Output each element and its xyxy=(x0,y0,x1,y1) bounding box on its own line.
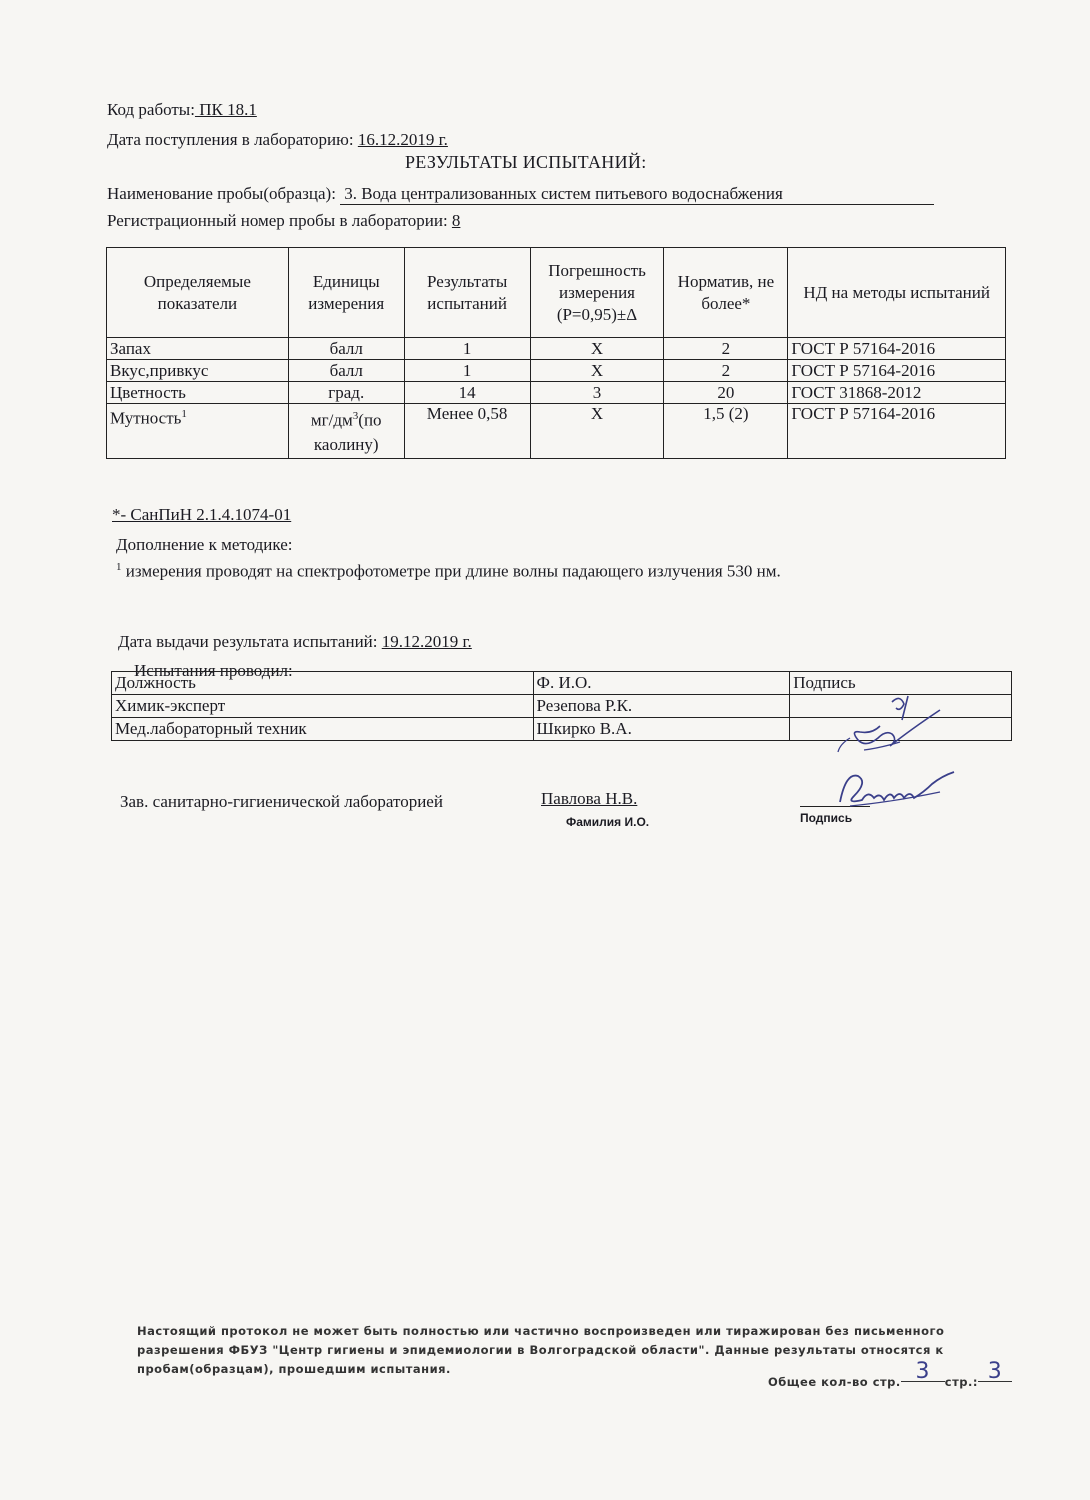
indicator-cell: Цветность xyxy=(107,382,289,404)
method-cell: ГОСТ 31868-2012 xyxy=(788,382,1006,404)
disclaimer-line: пробам(образцам), прошедшим испытания. xyxy=(137,1362,451,1376)
footnote-mark: 1 xyxy=(116,561,122,573)
page-count-line xyxy=(768,1359,1012,1392)
name-caption: Фамилия И.О. xyxy=(566,815,650,829)
footnote-ref: 1 xyxy=(181,408,187,420)
staff-header-name: Ф. И.О. xyxy=(533,672,790,695)
unit-exponent: 3 xyxy=(352,410,359,422)
unit-tail: (по каолину) xyxy=(313,410,382,454)
staff-header-position: Должность xyxy=(112,672,534,695)
unit-cell: балл xyxy=(288,360,404,382)
signature-icon xyxy=(832,762,962,812)
header-error: Погрешность измерения (P=0,95)±Δ xyxy=(530,248,664,338)
indicator-text: Мутность xyxy=(110,408,182,428)
method-cell: ГОСТ Р 57164-2016 xyxy=(788,360,1006,382)
unit-cell: град. xyxy=(288,382,404,404)
header-unit: Единицы измерения xyxy=(288,248,404,338)
table-row xyxy=(107,382,1006,404)
issue-date-line xyxy=(118,632,472,652)
footnote-text: измерения проводят на спектрофотометре при длине волны падающего излучения 530 нм. xyxy=(121,561,781,581)
table-row xyxy=(107,360,1006,382)
result-cell: 14 xyxy=(404,382,530,404)
footnote-line xyxy=(116,561,781,582)
pages-value: 3 xyxy=(901,1362,945,1382)
signature-icon xyxy=(820,690,950,770)
results-table xyxy=(106,247,1006,459)
unit-cell: балл xyxy=(288,338,404,360)
staff-position: Химик-эксперт xyxy=(112,695,534,718)
work-code-value: ПК 18.1 xyxy=(194,100,257,119)
staff-name: Резепова Р.К. xyxy=(533,695,790,718)
unit-cell xyxy=(288,404,404,459)
norm-cell: 20 xyxy=(664,382,788,404)
norm-cell: 1,5 (2) xyxy=(664,404,788,459)
reg-number-line xyxy=(107,211,460,231)
result-cell: 1 xyxy=(404,360,530,382)
received-date-value: 16.12.2019 г. xyxy=(357,130,448,149)
table-row xyxy=(107,338,1006,360)
norm-cell: 2 xyxy=(664,360,788,382)
method-addition-label: Дополнение к методике: xyxy=(116,535,293,554)
received-date-line xyxy=(107,130,448,150)
method-cell: ГОСТ Р 57164-2016 xyxy=(788,338,1006,360)
norm-cell: 2 xyxy=(664,338,788,360)
document-title: РЕЗУЛЬТАТЫ ИСПЫТАНИЙ: xyxy=(405,152,647,172)
staff-name: Шкирко В.А. xyxy=(533,718,790,741)
indicator-cell xyxy=(107,404,289,459)
head-of-lab-label: Зав. санитарно-гигиенической лабораторией xyxy=(120,792,443,811)
header-method: НД на методы испытаний xyxy=(788,248,1006,338)
reg-number-value: 8 xyxy=(451,211,461,230)
page-value: 3 xyxy=(978,1362,1012,1382)
result-cell: Менее 0,58 xyxy=(404,404,530,459)
error-cell: X xyxy=(530,338,664,360)
work-code-label: Код работы: xyxy=(107,100,195,119)
issue-date-value: 19.12.2019 г. xyxy=(381,632,472,651)
page-label: стр.: xyxy=(944,1375,978,1389)
disclaimer-line: разрешения ФБУЗ "Центр гигиены и эпидемиологии в Волгоградской области". Данные результаты относятся к xyxy=(137,1343,944,1357)
sample-name-label: Наименование пробы(образца): xyxy=(107,184,336,203)
disclaimer-line: Настоящий протокол не может быть полностью или частично воспроизведен или тиражирован без письменного xyxy=(137,1324,945,1338)
received-date-label: Дата поступления в лабораторию: xyxy=(107,130,354,149)
result-cell: 1 xyxy=(404,338,530,360)
tested-by-label: Испытания проводил: xyxy=(134,661,293,680)
method-cell: ГОСТ Р 57164-2016 xyxy=(788,404,1006,459)
header-result: Результаты испытаний xyxy=(404,248,530,338)
signature-caption: Подпись xyxy=(800,811,853,825)
error-cell: X xyxy=(530,360,664,382)
indicator-cell: Вкус,привкус xyxy=(107,360,289,382)
staff-header-signature: Подпись xyxy=(790,672,1012,695)
pages-label: Общее кол-во стр. xyxy=(768,1375,901,1389)
issue-date-label: Дата выдачи результата испытаний: xyxy=(118,632,378,651)
sample-name-line xyxy=(107,184,934,205)
header-norm: Норматив, не более* xyxy=(664,248,788,338)
error-cell: 3 xyxy=(530,382,664,404)
staff-position: Мед.лабораторный техник xyxy=(112,718,534,741)
table-row xyxy=(107,404,1006,459)
norm-source-note: *- СанПиН 2.1.4.1074-01 xyxy=(112,505,292,524)
head-of-lab-name: Павлова Н.В. xyxy=(541,789,638,808)
header-indicator: Определяемые показатели xyxy=(107,248,289,338)
work-code-line xyxy=(107,100,257,120)
unit-text: мг/дм xyxy=(310,410,353,430)
reg-number-label: Регистрационный номер пробы в лаборатории: xyxy=(107,211,448,230)
results-header-row xyxy=(107,248,1006,338)
error-cell: X xyxy=(530,404,664,459)
indicator-cell: Запах xyxy=(107,338,289,360)
sample-name-value: 3. Вода централизованных систем питьевого водоснабжения xyxy=(340,184,934,205)
